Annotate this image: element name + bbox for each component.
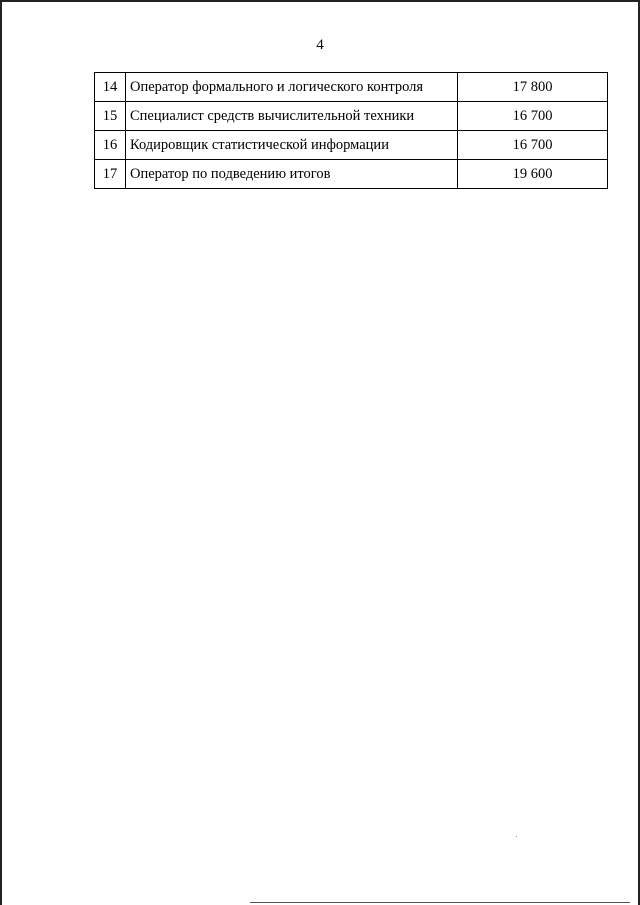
table-row — [95, 131, 608, 160]
salary-table — [94, 72, 608, 189]
scan-speck — [516, 836, 517, 837]
table-row — [95, 160, 608, 189]
salary-amount: 16 700 — [458, 131, 608, 160]
row-number: 16 — [95, 131, 126, 160]
scan-edge-top — [0, 0, 640, 2]
scan-edge-bottom — [250, 902, 630, 903]
row-number: 14 — [95, 73, 126, 102]
position-title: Кодировщик статистической информации — [126, 131, 458, 160]
position-title: Специалист средств вычислительной техники — [126, 102, 458, 131]
scan-edge-left — [0, 0, 2, 905]
position-title: Оператор по подведению итогов — [126, 160, 458, 189]
salary-amount: 19 600 — [458, 160, 608, 189]
position-title: Оператор формального и логического контроля — [126, 73, 458, 102]
salary-amount: 16 700 — [458, 102, 608, 131]
row-number: 17 — [95, 160, 126, 189]
table-row — [95, 102, 608, 131]
table-row — [95, 73, 608, 102]
salary-amount: 17 800 — [458, 73, 608, 102]
page-number: 4 — [316, 37, 324, 53]
row-number: 15 — [95, 102, 126, 131]
